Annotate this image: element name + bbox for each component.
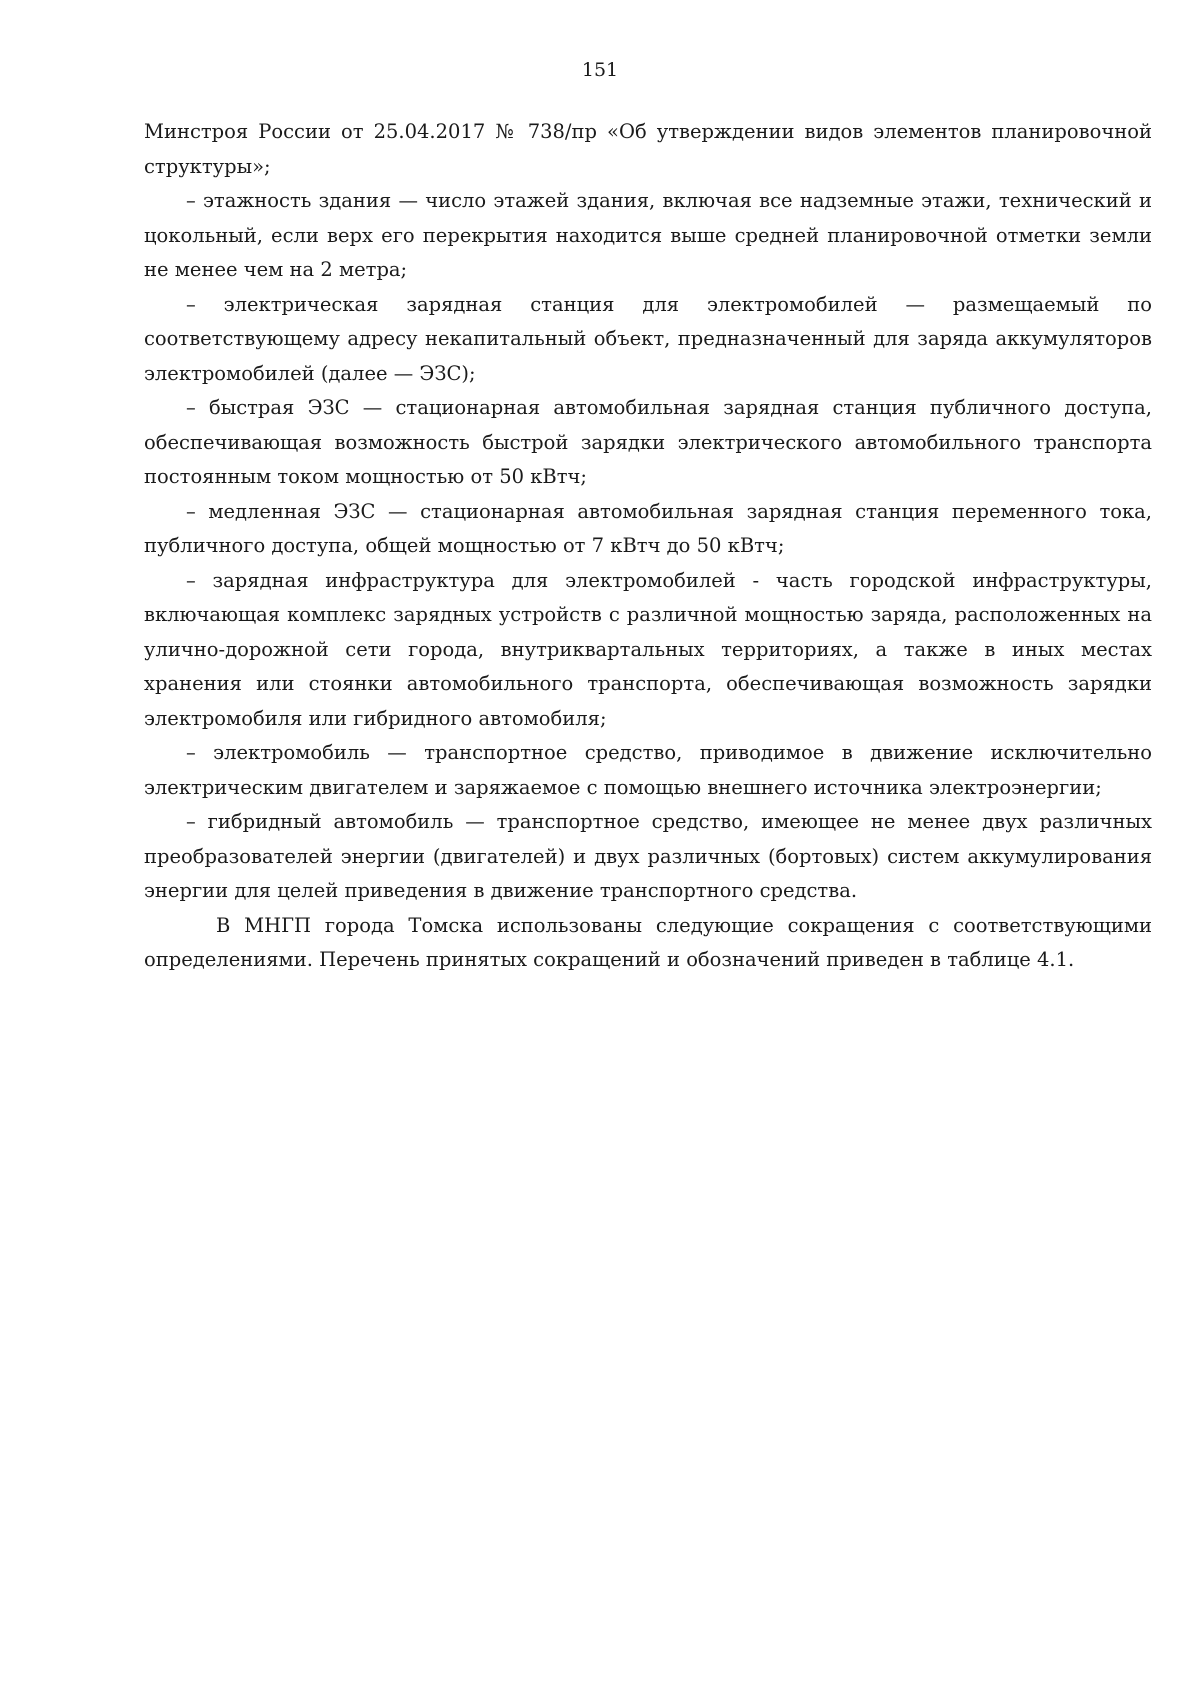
- paragraph-abbreviations: В МНГП города Томска использованы следующие сокращения с соответствующими определениями. Перечень принятых сокращений и обозначений приведен в таблице 4.1.: [144, 913, 1152, 971]
- definition-charging-infrastructure: – зарядная инфраструктура для электромобилей - часть городской инфраструктуры, включающая комплекс зарядных устройств с различной мощностью заряда, расположенных на улично-дорожной сети города, внутриквартальных территориях, а также в иных местах хранения или стоянки автомобильного транспорта, обеспечивающая возможность зарядки электромобиля или гибридного автомобиля;: [144, 568, 1152, 730]
- definition-fast-charger: – быстрая ЭЗС — стационарная автомобильная зарядная станция публичного доступа, обеспечивающая возможность быстрой зарядки электрического автомобильного транспорта постоянным током мощностью от 50 кВтч;: [144, 396, 1152, 488]
- page-number: 151: [581, 59, 619, 81]
- definition-hybrid-vehicle: – гибридный автомобиль — транспортное средство, имеющее не менее двух различных преобразователей энергии (двигателей) и двух различных (бортовых) систем аккумулирования энергии для целей приведения в движение транспортного средства.: [144, 810, 1152, 902]
- definition-floors: – этажность здания — число этажей здания, включая все надземные этажи, технический и цокольный, если верх его перекрытия находится выше средней планировочной отметки земли не менее чем на 2 метра;: [144, 189, 1152, 281]
- definition-slow-charger: – медленная ЭЗС — стационарная автомобильная зарядная станция переменного тока, публичного доступа, общей мощностью от 7 кВтч до 50 кВтч;: [144, 499, 1152, 557]
- definition-charging-station: – электрическая зарядная станция для электромобилей — размещаемый по соответствующему адресу некапитальный объект, предназначенный для заряда аккумуляторов электромобилей (далее — ЭЗС);: [144, 292, 1152, 385]
- definition-electric-vehicle: – электромобиль — транспортное средство, приводимое в движение исключительно электрическим двигателем и заряжаемое с помощью внешнего источника электроэнергии;: [144, 741, 1152, 799]
- paragraph-continuation: Минстроя России от 25.04.2017 № 738/пр «Об утверждении видов элементов планировочной структуры»;: [144, 120, 1152, 178]
- document-body: [144, 115, 1152, 978]
